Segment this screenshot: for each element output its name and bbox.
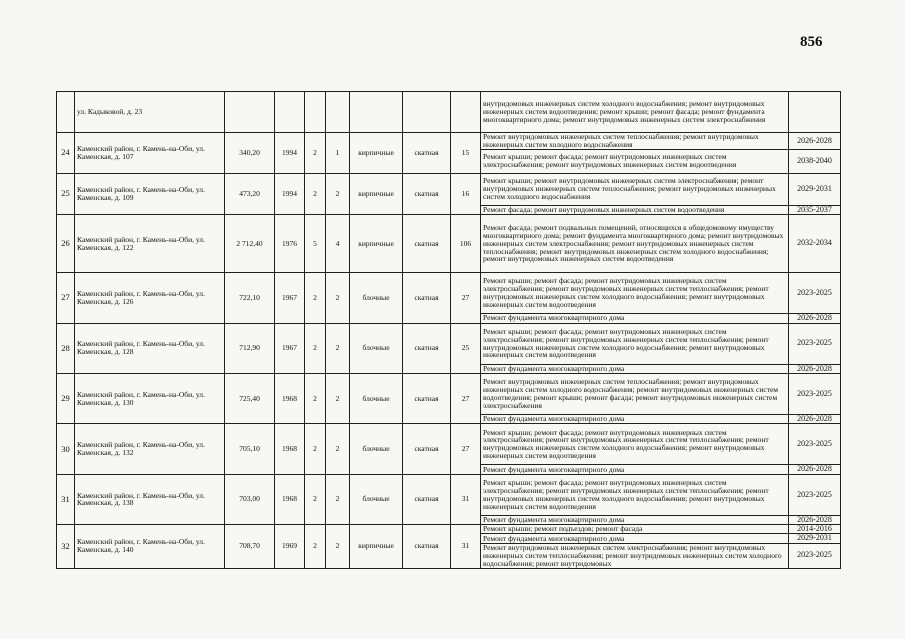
- row-number: [57, 92, 75, 133]
- area-cell: 2 712,40: [225, 215, 275, 273]
- table-row: [57, 273, 841, 314]
- repair-works-cell: Ремонт фундамента многоквартирного дома: [481, 364, 789, 373]
- repair-period-cell: 2026-2028: [789, 133, 841, 150]
- row-number: 31: [57, 474, 75, 524]
- repair-period-cell: 2035-2037: [789, 205, 841, 214]
- repair-period-cell: [789, 92, 841, 133]
- repair-period-cell: 2023-2025: [789, 323, 841, 364]
- roof-type-cell: скатная: [403, 215, 451, 273]
- repair-period-cell: 2026-2028: [789, 314, 841, 323]
- repair-works-cell: Ремонт крыши; ремонт фасада; ремонт внутридомовых инженерных систем электроснабжения; ремонт внутридомовых инженерных систем водоотведения: [481, 149, 789, 173]
- address-cell: Каменский район, г. Камень-на-Оби, ул. Каменская, д. 107: [75, 133, 225, 174]
- year-cell: 1968: [275, 373, 305, 423]
- address-cell: Каменский район, г. Камень-на-Оби, ул. Каменская, д. 128: [75, 323, 225, 373]
- roof-type-cell: скатная: [403, 474, 451, 524]
- entrances-cell: 2: [326, 474, 350, 524]
- floors-cell: 2: [305, 273, 326, 323]
- repair-works-cell: Ремонт крыши; ремонт подъездов; ремонт фасада: [481, 525, 789, 534]
- entrances-cell: 2: [326, 273, 350, 323]
- repair-works-cell: Ремонт фасада; ремонт подвальных помещений, относящихся к общедомовому имуществу многоквартирного дома; ремонт фундамента многоквартирного дома; ремонт внутридомовых инженерных систем электроснабжения; ремонт внутридомовых инженерных систем теплоснабжения; ремонт внутридомовых инженерных систем холодного водоснабжения; ремонт внутридомовых инженерных систем водоотведения: [481, 215, 789, 273]
- table-row: [57, 525, 841, 534]
- year-cell: 1969: [275, 525, 305, 568]
- residents-cell: 16: [451, 173, 481, 214]
- area-cell: 340,20: [225, 133, 275, 174]
- year-cell: 1968: [275, 424, 305, 474]
- repair-period-cell: 2029-2031: [789, 534, 841, 543]
- floors-cell: 2: [305, 474, 326, 524]
- repair-works-cell: Ремонт фундамента многоквартирного дома: [481, 414, 789, 423]
- housing-repair-table: [56, 91, 841, 569]
- repair-works-cell: Ремонт внутридомовых инженерных систем теплоснабжения; ремонт внутридомовых инженерных систем холодного водоснабжения; ремонт внутридомовых инженерных систем водоотведения; ремонт крыши; ремонт фасада; ремонт внутридомовых инженерных систем электроснабжения: [481, 373, 789, 414]
- repair-works-cell: Ремонт внутридомовых инженерных систем электроснабжения; ремонт внутридомовых инженерных систем теплоснабжения; ремонт внутридомовых инженерных систем холодного водоснабжения; ремонт внутридомовых: [481, 543, 789, 568]
- residents-cell: 27: [451, 273, 481, 323]
- area-cell: 473,20: [225, 173, 275, 214]
- wall-material-cell: кирпичные: [350, 133, 403, 174]
- repair-period-cell: 2014-2016: [789, 525, 841, 534]
- table-row: [57, 474, 841, 515]
- year-cell: 1967: [275, 273, 305, 323]
- wall-material-cell: блочные: [350, 474, 403, 524]
- floors-cell: [305, 92, 326, 133]
- roof-type-cell: скатная: [403, 323, 451, 373]
- repair-period-cell: 2023-2025: [789, 373, 841, 414]
- area-cell: 705,10: [225, 424, 275, 474]
- repair-works-cell: Ремонт фундамента многоквартирного дома: [481, 314, 789, 323]
- floors-cell: 5: [305, 215, 326, 273]
- row-number: 32: [57, 525, 75, 568]
- repair-period-cell: 2026-2028: [789, 515, 841, 524]
- area-cell: 703,00: [225, 474, 275, 524]
- residents-cell: [451, 92, 481, 133]
- table-row: [57, 133, 841, 150]
- table-row: [57, 323, 841, 364]
- address-cell: Каменский район, г. Камень-на-Оби, ул. Каменская, д. 109: [75, 173, 225, 214]
- repair-period-cell: 2023-2025: [789, 273, 841, 314]
- address-cell: Каменский район, г. Камень-на-Оби, ул. Каменская, д. 126: [75, 273, 225, 323]
- wall-material-cell: блочные: [350, 373, 403, 423]
- table-row: [57, 373, 841, 414]
- entrances-cell: 2: [326, 424, 350, 474]
- repair-period-cell: 2026-2028: [789, 465, 841, 474]
- repair-works-cell: Ремонт внутридомовых инженерных систем теплоснабжения; ремонт внутридомовых инженерных систем холодного водоснабжения: [481, 133, 789, 150]
- floors-cell: 2: [305, 424, 326, 474]
- floors-cell: 2: [305, 173, 326, 214]
- address-cell: Каменский район, г. Камень-на-Оби, ул. Каменская, д. 122: [75, 215, 225, 273]
- wall-material-cell: кирпичные: [350, 215, 403, 273]
- repair-period-cell: 2023-2025: [789, 474, 841, 515]
- row-number: 26: [57, 215, 75, 273]
- wall-material-cell: блочные: [350, 273, 403, 323]
- repair-works-cell: Ремонт фундамента многоквартирного дома: [481, 515, 789, 524]
- repair-period-cell: 2032-2034: [789, 215, 841, 273]
- row-number: 30: [57, 424, 75, 474]
- year-cell: [275, 92, 305, 133]
- repair-period-cell: 2038-2040: [789, 149, 841, 173]
- year-cell: 1994: [275, 173, 305, 214]
- residents-cell: 106: [451, 215, 481, 273]
- repair-period-cell: 2023-2025: [789, 424, 841, 465]
- address-cell: Каменский район, г. Камень-на-Оби, ул. Каменская, д. 138: [75, 474, 225, 524]
- address-cell: Каменский район, г. Камень-на-Оби, ул. Каменская, д. 140: [75, 525, 225, 568]
- entrances-cell: 4: [326, 215, 350, 273]
- year-cell: 1976: [275, 215, 305, 273]
- table-row: [57, 92, 841, 133]
- repair-works-cell: Ремонт фундамента многоквартирного дома: [481, 465, 789, 474]
- address-cell: ул. Кадыковой, д. 23: [75, 92, 225, 133]
- floors-cell: 2: [305, 133, 326, 174]
- year-cell: 1967: [275, 323, 305, 373]
- row-number: 29: [57, 373, 75, 423]
- floors-cell: 2: [305, 373, 326, 423]
- year-cell: 1968: [275, 474, 305, 524]
- wall-material-cell: блочные: [350, 323, 403, 373]
- repair-works-cell: Ремонт крыши; ремонт фасада; ремонт внутридомовых инженерных систем электроснабжения; ремонт внутридомовых инженерных систем теплоснабжения; ремонт внутридомовых инженерных систем холодного водоснабжения; ремонт внутридомовых инженерных систем водоотведения: [481, 273, 789, 314]
- floors-cell: 2: [305, 525, 326, 568]
- area-cell: 722,10: [225, 273, 275, 323]
- roof-type-cell: [403, 92, 451, 133]
- table-row: [57, 173, 841, 205]
- entrances-cell: [326, 92, 350, 133]
- row-number: 25: [57, 173, 75, 214]
- repair-works-cell: Ремонт крыши; ремонт внутридомовых инженерных систем электроснабжения; ремонт внутридомовых инженерных систем теплоснабжения; ремонт внутридомовых инженерных систем холодного водоснабжения: [481, 173, 789, 205]
- table-row: [57, 215, 841, 273]
- repair-period-cell: 2023-2025: [789, 543, 841, 568]
- residents-cell: 25: [451, 323, 481, 373]
- residents-cell: 27: [451, 373, 481, 423]
- row-number: 28: [57, 323, 75, 373]
- area-cell: [225, 92, 275, 133]
- roof-type-cell: скатная: [403, 525, 451, 568]
- wall-material-cell: кирпичные: [350, 525, 403, 568]
- row-number: 27: [57, 273, 75, 323]
- wall-material-cell: кирпичные: [350, 173, 403, 214]
- roof-type-cell: скатная: [403, 133, 451, 174]
- entrances-cell: 2: [326, 173, 350, 214]
- repair-period-cell: 2026-2028: [789, 414, 841, 423]
- year-cell: 1994: [275, 133, 305, 174]
- address-cell: Каменский район, г. Камень-на-Оби, ул. Каменская, д. 132: [75, 424, 225, 474]
- repair-works-cell: Ремонт крыши; ремонт фасада; ремонт внутридомовых инженерных систем электроснабжения; ремонт внутридомовых инженерных систем теплоснабжения; ремонт внутридомовых инженерных систем холодного водоснабжения; ремонт внутридомовых инженерных систем водоотведения: [481, 323, 789, 364]
- area-cell: 725,40: [225, 373, 275, 423]
- table-row: [57, 424, 841, 465]
- residents-cell: 15: [451, 133, 481, 174]
- repair-works-cell: Ремонт фундамента многоквартирного дома: [481, 534, 789, 543]
- address-cell: Каменский район, г. Камень-на-Оби, ул. Каменская, д. 130: [75, 373, 225, 423]
- repair-works-cell: внутридомовых инженерных систем холодного водоснабжения; ремонт внутридомовых инженерных систем водоотведения; ремонт крыши; ремонт фасада; ремонт фундамента многоквартирного дома; ремонт внутридомовых инженерных систем электроснабжения: [481, 92, 789, 133]
- page-number: 856: [800, 34, 823, 50]
- repair-period-cell: 2029-2031: [789, 173, 841, 205]
- area-cell: 708,70: [225, 525, 275, 568]
- entrances-cell: 2: [326, 323, 350, 373]
- entrances-cell: 1: [326, 133, 350, 174]
- residents-cell: 31: [451, 525, 481, 568]
- repair-works-cell: Ремонт крыши; ремонт фасада; ремонт внутридомовых инженерных систем электроснабжения; ремонт внутридомовых инженерных систем теплоснабжения; ремонт внутридомовых инженерных систем холодного водоснабжения; ремонт внутридомовых инженерных систем водоотведения: [481, 474, 789, 515]
- residents-cell: 31: [451, 474, 481, 524]
- repair-works-cell: Ремонт фасада; ремонт внутридомовых инженерных систем водоотведения: [481, 205, 789, 214]
- roof-type-cell: скатная: [403, 424, 451, 474]
- repair-works-cell: Ремонт крыши; ремонт фасада; ремонт внутридомовых инженерных систем электроснабжения; ремонт внутридомовых инженерных систем теплоснабжения; ремонт внутридомовых инженерных систем холодного водоснабжения; ремонт внутридомовых инженерных систем водоотведения: [481, 424, 789, 465]
- residents-cell: 27: [451, 424, 481, 474]
- roof-type-cell: скатная: [403, 173, 451, 214]
- wall-material-cell: [350, 92, 403, 133]
- area-cell: 712,90: [225, 323, 275, 373]
- wall-material-cell: блочные: [350, 424, 403, 474]
- entrances-cell: 2: [326, 373, 350, 423]
- roof-type-cell: скатная: [403, 273, 451, 323]
- row-number: 24: [57, 133, 75, 174]
- entrances-cell: 2: [326, 525, 350, 568]
- floors-cell: 2: [305, 323, 326, 373]
- roof-type-cell: скатная: [403, 373, 451, 423]
- repair-period-cell: 2026-2028: [789, 364, 841, 373]
